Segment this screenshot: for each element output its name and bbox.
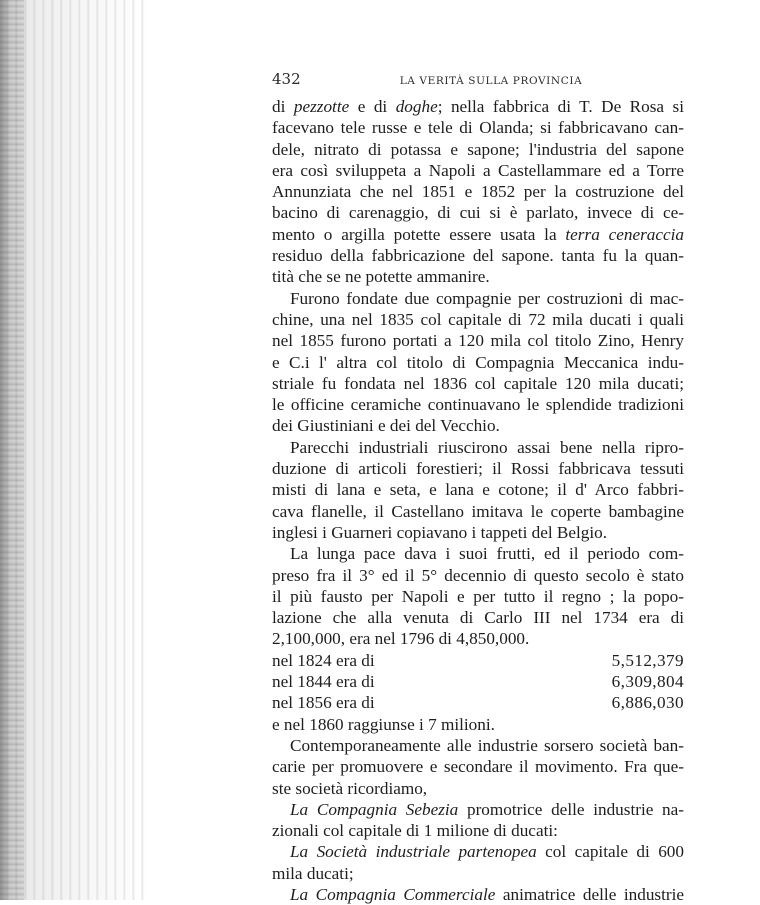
population-year-label: nel 1824 era di <box>272 650 375 670</box>
text-run: ; nella fabbrica di T. De Rosa si <box>437 97 685 116</box>
text-run: Furono fondate due compagnie per costruzioni di mac- <box>290 288 684 308</box>
text-run: inglesi i Guarneri copiavano i tappeti del Belgio. <box>272 522 608 542</box>
text-line <box>272 735 684 756</box>
text-line <box>272 501 684 522</box>
book-page <box>272 70 684 905</box>
text-run: il più fausto per Napoli e per tutto il regno ; la popo- <box>272 586 684 606</box>
text-line <box>272 139 684 160</box>
text-line <box>272 543 684 564</box>
text-line <box>272 884 684 905</box>
population-row <box>272 692 684 713</box>
text-run: preso fra il 3° ed il 5° decennio di questo secolo è stato <box>272 565 684 585</box>
text-run: duzione di articoli forestieri; il Rossi fabbricava tessuti <box>272 459 684 479</box>
text-run: Parecchi industriali riuscirono assai bene nella ripro- <box>290 437 684 457</box>
text-run: residuo della fabbricazione del sapone. tanta fu la quan- <box>272 246 684 266</box>
text-line <box>272 778 684 799</box>
text-run: mento o argilla potette essere usata la <box>272 224 566 244</box>
text-run: dele, nitrato di potassa e sapone; l'industria del sapone <box>272 139 684 159</box>
page-header <box>272 70 684 96</box>
text-run: lazione che alla venuta di Carlo III nel 1734 era di <box>272 608 684 628</box>
text-run: ste società ricordiamo, <box>272 778 428 798</box>
text-line <box>272 820 684 841</box>
text-line <box>272 458 684 479</box>
text-run: e nel 1860 raggiunse i 7 milioni. <box>272 714 495 734</box>
text-run: Contemporaneamente alle industrie sorsero società ban- <box>290 735 684 755</box>
running-title: LA VERITÀ SULLA PROVINCIA <box>399 75 583 87</box>
text-run: mila ducati; <box>272 863 354 883</box>
text-line <box>272 160 684 181</box>
text-line <box>272 607 684 628</box>
text-run: nel 1855 furono portati a 120 mila col titolo Zino, Henry <box>272 331 684 351</box>
text-run: bacino di carenaggio, di cui si è parlato, invece di ce- <box>272 203 684 223</box>
text-line <box>272 586 684 607</box>
text-run: tità che se ne potette ammanire. <box>272 267 490 287</box>
population-row <box>272 650 684 671</box>
italic-text: pezzotte <box>293 97 350 116</box>
text-run: col capitale di 600 <box>536 842 684 862</box>
text-line <box>272 714 684 735</box>
text-line <box>272 479 684 500</box>
text-line <box>272 565 684 586</box>
text-line <box>272 394 684 415</box>
scan-gutter-shadow <box>0 0 150 900</box>
population-table <box>272 650 684 714</box>
text-line <box>272 352 684 373</box>
text-run: facevano tele russe e tele di Olanda; si fabbricavano can- <box>272 118 684 138</box>
text-run: e C.i l' altra col titolo di Compagnia Meccanica indu- <box>272 352 684 372</box>
text-run: carie per promuovere e secondare il movimento. Fra que- <box>272 757 684 777</box>
body-text <box>272 96 684 905</box>
text-run: misti di lana e seta, e lana e cotone; il d' Arco fabbri- <box>272 480 684 500</box>
population-value: 5,512,379 <box>611 650 684 670</box>
population-row <box>272 671 684 692</box>
text-line <box>272 415 684 436</box>
text-run: La lunga pace dava i suoi frutti, ed il periodo com- <box>290 544 684 564</box>
paragraphs-after-table <box>272 714 684 905</box>
population-value: 6,309,804 <box>611 672 684 692</box>
text-line <box>272 373 684 394</box>
italic-text: La Compagnia Sebezia <box>290 799 459 819</box>
text-run: dei Giustiniani e dei del Vecchio. <box>272 416 500 436</box>
population-value: 6,886,030 <box>611 693 684 713</box>
text-run: e di <box>349 97 396 116</box>
population-year-label: nel 1856 era di <box>272 693 375 713</box>
text-run: 2,100,000, era nel 1796 di 4,850,000. <box>272 629 530 649</box>
text-run: animatrice delle industrie <box>495 884 684 904</box>
text-run: chine, una nel 1835 col capitale di 72 mila ducati i quali <box>272 309 684 329</box>
italic-text: terra ceneraccia <box>565 224 684 244</box>
text-line <box>272 628 684 649</box>
text-run: promotrice delle industrie na- <box>458 799 684 819</box>
text-run: cava flanelle, il Castellano imitava le coperte bambagine <box>272 501 684 521</box>
text-line <box>272 96 684 117</box>
text-line <box>272 117 684 138</box>
text-line <box>272 181 684 202</box>
text-line <box>272 799 684 820</box>
text-line <box>272 266 684 287</box>
italic-text: doghe <box>395 97 438 116</box>
page-number: 432 <box>272 70 301 88</box>
text-line <box>272 756 684 777</box>
text-line <box>272 288 684 309</box>
text-line <box>272 245 684 266</box>
text-line <box>272 863 684 884</box>
text-run: zionali col capitale di 1 milione di ducati: <box>272 821 558 841</box>
text-run: era così sviluppeta a Napoli a Castellammare ed a Torre <box>272 160 684 180</box>
text-line <box>272 202 684 223</box>
italic-text: La Società industriale partenopea <box>290 842 537 862</box>
text-run: di <box>272 97 294 116</box>
text-line <box>272 330 684 351</box>
paragraphs-before-table <box>272 96 684 650</box>
text-line <box>272 309 684 330</box>
text-line <box>272 522 684 543</box>
text-run: le officine ceramiche continuavano le splendide tradizioni <box>272 395 684 415</box>
text-run: striale fu fondata nel 1836 col capitale 120 mila ducati; <box>272 373 684 393</box>
italic-text: La Compagnia Commerciale <box>290 884 496 904</box>
text-line <box>272 437 684 458</box>
text-run: Annunziata che nel 1851 e 1852 per la costruzione del <box>272 182 684 202</box>
text-line <box>272 224 684 245</box>
population-year-label: nel 1844 era di <box>272 672 375 692</box>
text-line <box>272 841 684 862</box>
